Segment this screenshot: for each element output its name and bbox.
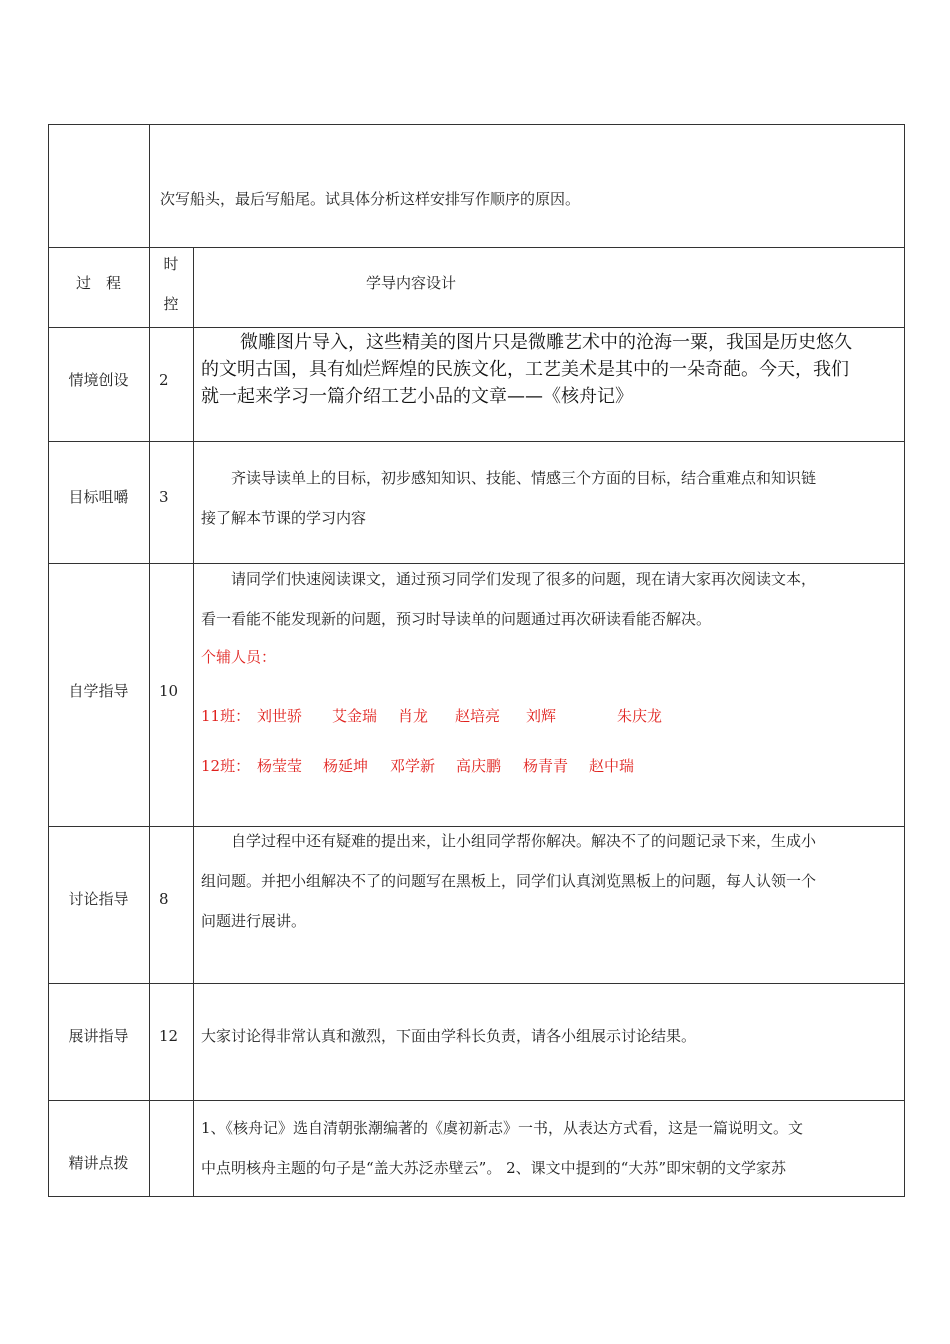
header-time-1: 时 xyxy=(163,255,179,273)
class12-name: 邓学新 xyxy=(390,757,436,775)
class11-name: 艾金瑞 xyxy=(332,707,378,725)
lecture-line-2: 中点明核舟主题的句子是“盖大苏泛赤壁云”。 2、课文中提到的“大苏”即宋朝的文学家苏 xyxy=(201,1159,786,1177)
discussion-line-1: 自学过程中还有疑难的提出来，让小组同学帮你解决。解决不了的问题记录下来，生成小 xyxy=(231,832,817,850)
time-value: 2 xyxy=(159,371,169,389)
stage-label: 情境创设 xyxy=(68,371,129,389)
class11-name: 朱庆龙 xyxy=(617,707,663,725)
time-value: 3 xyxy=(159,488,169,506)
discussion-line-2: 组问题。并把小组解决不了的问题写在黑板上，同学们认真浏览黑板上的问题，每人认领一个 xyxy=(201,872,817,890)
discussion-line-3: 问题进行展讲。 xyxy=(201,912,307,930)
header-time-2: 控 xyxy=(163,295,179,313)
top-row-text: 次写船头，最后写船尾。试具体分析这样安排写作顺序的原因。 xyxy=(160,190,581,208)
helpers-label: 个辅人员： xyxy=(201,648,277,666)
self-study-line-2: 看一看能不能发现新的问题，预习时导读单的问题通过再次研读看能否解决。 xyxy=(201,610,712,628)
class12-name: 杨莹莹 xyxy=(257,757,303,775)
stage-label: 展讲指导 xyxy=(68,1027,129,1045)
header-process: 过 程 xyxy=(75,274,121,292)
time-value: 8 xyxy=(159,890,169,908)
intro-line-1: 微雕图片导入，这些精美的图片只是微雕艺术中的沧海一粟，我国是历史悠久 xyxy=(240,332,852,353)
class11-name: 赵培亮 xyxy=(455,707,501,725)
class12-name: 杨青青 xyxy=(523,757,569,775)
class12-name: 赵中瑞 xyxy=(589,757,635,775)
class12-name: 杨延坤 xyxy=(323,757,369,775)
class11-name: 刘辉 xyxy=(526,707,557,725)
class11-label: 11班： xyxy=(201,707,251,725)
stage-label: 目标咀嚼 xyxy=(68,488,129,506)
goal-line-2: 接了解本节课的学习内容 xyxy=(201,509,367,527)
class12-label: 12班： xyxy=(201,757,251,775)
stage-label: 精讲点拨 xyxy=(68,1154,129,1172)
class11-name: 刘世骄 xyxy=(257,707,303,725)
presentation-line-1: 大家讨论得非常认真和激烈，下面由学科长负责，请各小组展示讨论结果。 xyxy=(201,1027,697,1045)
stage-label: 讨论指导 xyxy=(68,890,129,908)
time-value: 10 xyxy=(159,682,179,700)
time-value: 12 xyxy=(159,1027,179,1045)
goal-line-1: 齐读导读单上的目标，初步感知知识、技能、情感三个方面的目标，结合重难点和知识链 xyxy=(231,469,817,487)
lecture-line-1: 1、《核舟记》选自清朝张潮编著的《虞初新志》一书，从表达方式看，这是一篇说明文。文 xyxy=(201,1119,804,1137)
self-study-line-1: 请同学们快速阅读课文，通过预习同学们发现了很多的问题，现在请大家再次阅读文本， xyxy=(231,570,817,588)
intro-line-2: 的文明古国，具有灿烂辉煌的民族文化，工艺美术是其中的一朵奇葩。今天，我们 xyxy=(201,359,849,380)
stage-label: 自学指导 xyxy=(68,682,129,700)
header-content: 学导内容设计 xyxy=(366,274,457,292)
class11-name: 肖龙 xyxy=(398,707,429,725)
class12-name: 高庆鹏 xyxy=(456,757,502,775)
intro-line-3: 就一起来学习一篇介绍工艺小品的文章——《核舟记》 xyxy=(201,386,633,407)
